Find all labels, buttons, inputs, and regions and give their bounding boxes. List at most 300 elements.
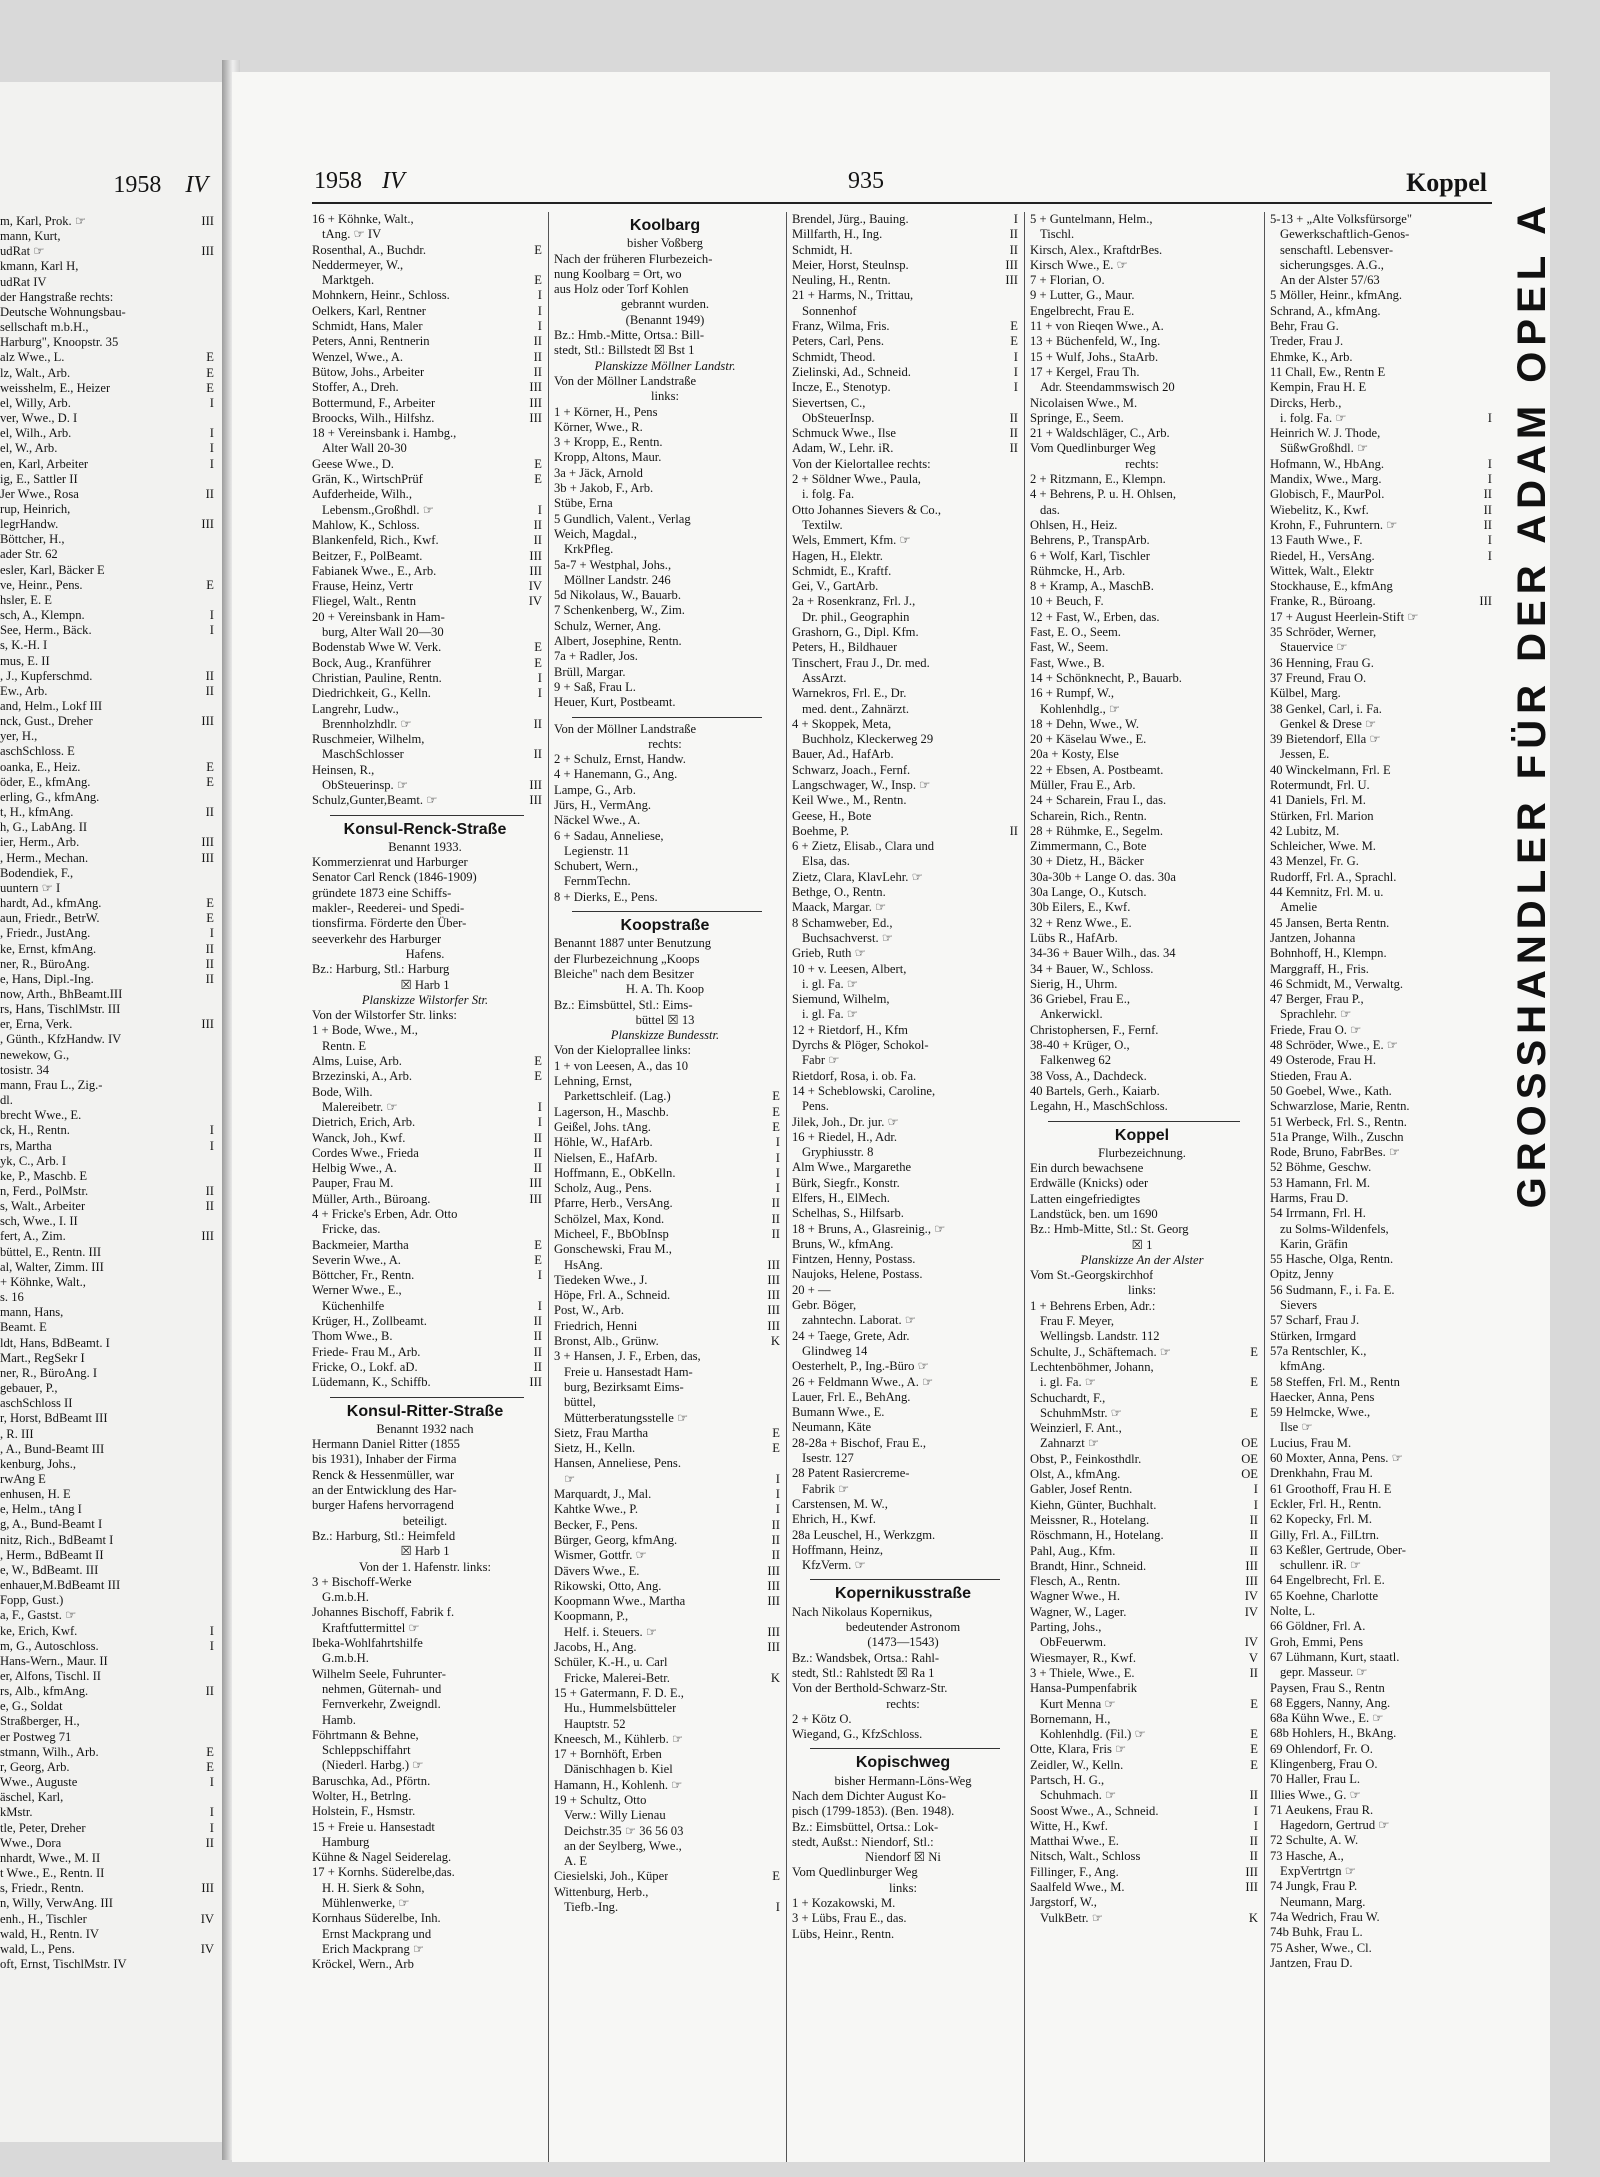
entry-line [312,227,542,242]
floor-marker [1488,1665,1492,1680]
entry-line [312,1085,542,1100]
floor-marker: E [1250,1375,1258,1390]
entry-line [312,396,542,411]
floor-marker [776,1609,780,1624]
entry-text: 24 + Taege, Grete, Adr. [792,1328,910,1343]
entry-line [1270,594,1492,609]
entry-text: Kopernikusstraße [834,1586,972,1602]
entry-line [1270,1145,1492,1160]
entry-text: Krohn, F., Fuhruntern. ☞ [1270,517,1398,532]
floor-marker [210,411,214,426]
entry-line [312,1176,542,1191]
entry-text: hardt, Ad., kfmAng. [0,896,102,911]
entry-text: Kühne & Nagel Seiderelag. [312,1850,452,1865]
entry-text: Näckel Wwe., A. [554,813,641,828]
floor-marker [210,1169,214,1184]
entry-line [1030,992,1258,1007]
floor-marker [776,1824,780,1839]
section-separator [810,1748,1000,1749]
entry-line [792,1835,1018,1850]
entry-text: Wagner Wwe., H. [1030,1589,1121,1604]
entry-line [554,512,780,527]
floor-marker [1014,747,1018,762]
entry-text: an der Entwicklung des Har- [312,1483,457,1498]
entry-line [0,942,214,957]
floor-marker [210,502,214,517]
floor-marker [210,1411,214,1426]
floor-marker: II [1483,517,1492,532]
entry-line [792,1620,1018,1635]
entry-line [554,1824,780,1839]
entry-text: Stürken, Irmgard [1270,1328,1357,1343]
entry-text: nehmen, Güternah- und [322,1681,442,1696]
entry-line [0,1866,214,1881]
floor-marker [1014,1099,1018,1114]
entry-text: Kopischweg [855,1755,951,1771]
floor-marker [1254,702,1258,717]
floor-marker [1488,1466,1492,1481]
floor-marker: III [1245,1880,1258,1895]
floor-marker [538,1927,542,1942]
entry-text: Schuchardt, F., [1030,1390,1106,1405]
entry-text: 16 + Köhnke, Walt., [312,212,414,226]
entry-line [792,809,1018,824]
street-heading [792,1586,1018,1601]
entry-line [554,236,780,251]
entry-text: VulkBetr. ☞ [1040,1910,1104,1925]
floor-marker: III [529,380,542,395]
entry-text: Ankerwickl. [1040,1007,1103,1022]
entry-text: Ernst Mackprang und [322,1926,432,1941]
entry-text: 40 Winckelmann, Frl. E [1270,762,1391,777]
entry-text: 5 + Guntelmann, Helm., [1030,212,1153,226]
entry-line [1270,1053,1492,1068]
entry-line [792,579,1018,594]
entry-text: HsAng. [564,1257,603,1272]
floor-marker [1488,1451,1492,1466]
entry-text: 65 Koehne, Charlotte [1270,1588,1379,1603]
entry-text: legrHandw. [0,517,59,532]
floor-marker [1254,1007,1258,1022]
entry-line [0,1260,214,1275]
entry-line [1030,457,1258,472]
entry-line [0,1821,214,1836]
entry-text: 9 + Lutter, G., Maur. [1030,288,1135,303]
floor-marker: II [205,1684,214,1699]
floor-marker: I [1013,380,1018,395]
entry-line [1030,1651,1258,1666]
entry-text: Rudorff, Frl. A., Sprachl. [1270,869,1397,884]
floor-marker [538,732,542,747]
entry-text: Röschmann, H., Hotelang. [1030,1528,1164,1543]
entry-line [1030,1834,1258,1849]
floor-marker [1254,732,1258,747]
entry-line [312,763,542,778]
entry-text: Ibeka-Wohlfahrtshilfe [312,1636,423,1651]
entry-line [554,998,780,1013]
entry-line [312,840,542,855]
floor-marker: E [1250,1742,1258,1757]
floor-marker: III [767,1578,780,1593]
entry-text: Lagerson, H., Maschb. [554,1104,669,1119]
entry-text: Soost Wwe., A., Schneid. [1030,1803,1159,1818]
entry-text: Stieden, Frau A. [1270,1068,1352,1083]
entry-line [1030,1712,1258,1727]
floor-marker [538,1942,542,1957]
entry-text: 16 + Rumpf, W., [1030,686,1115,701]
entry-text: links: [651,389,679,404]
entry-text: Jilek, Joh., Dr. jur. ☞ [792,1114,899,1129]
entry-line [1030,472,1258,487]
entry-line [312,1146,542,1161]
entry-text: burg, Bezirksamt Eims- [564,1379,684,1394]
entry-text: rwAng E [0,1471,46,1486]
floor-marker [1488,1879,1492,1894]
entry-line [554,890,780,905]
entry-line [0,1775,214,1790]
entry-text: Kommerzienrat und Harburger [312,855,468,870]
floor-marker [776,558,780,573]
entry-text: Pauper, Frau M. [312,1176,394,1191]
entry-text: rs, Alb., kfmAng. [0,1684,89,1699]
floor-marker [1014,396,1018,411]
entry-text: Wiegand, G., KfzSchloss. [792,1727,923,1742]
entry-line [1270,1466,1492,1481]
entry-text: Körner, Wwe., R. [554,419,643,434]
entry-line [792,962,1018,977]
entry-line [792,1252,1018,1267]
entry-line [554,1456,780,1471]
floor-marker: III [201,714,214,729]
entry-text: rechts: [886,1696,920,1711]
entry-text: See, Herm., Bäck. [0,623,92,638]
entry-text: Otto Johannes Sievers & Co., [792,502,942,517]
entry-line [0,1336,214,1351]
entry-text: 13 Fauth Wwe., F. [1270,533,1363,548]
entry-line [1030,304,1258,319]
entry-text: Koopmann Wwe., Martha [554,1594,686,1609]
floor-marker [210,790,214,805]
entry-line [792,1712,1018,1727]
entry-line [1270,288,1492,303]
entry-line [312,212,542,227]
entry-line [554,466,780,481]
floor-marker [1254,227,1258,242]
entry-line [0,1381,214,1396]
entry-line [312,594,542,609]
floor-marker [538,1023,542,1038]
entry-text: Höpe, Frl. A., Schneid. [554,1288,671,1303]
entry-line [1270,1573,1492,1588]
section-separator [572,717,762,718]
entry-line [312,564,542,579]
floor-marker: I [537,303,542,318]
entry-line [0,1548,214,1563]
entry-line [0,1154,214,1169]
floor-marker [1014,1727,1018,1742]
entry-line [1270,1420,1492,1435]
entry-text: er, Alfons, Tischl. II [0,1669,101,1683]
entry-text: 21 + Waldschläger, C., Arb. [1030,426,1170,441]
floor-marker [1488,778,1492,793]
entry-text: Cordes Wwe., Frieda [312,1145,419,1160]
entry-text: m, Karl, Prok. ☞ [0,214,87,228]
entry-line [554,1625,780,1640]
entry-text: Von der Möllner Landstraße [554,373,697,388]
floor-marker [1254,334,1258,349]
entry-line [312,1636,542,1651]
entry-line [1030,1589,1258,1604]
entry-line [1030,549,1258,564]
entry-line [312,1207,542,1222]
entry-text: nitz, Rich., BdBeamt I [0,1532,114,1547]
entry-text: Fernverkehr, Zweigndl. [322,1697,441,1712]
entry-text: Schrand, A., kfmAng. [1270,303,1381,318]
entry-line [554,1411,780,1426]
entry-line [554,481,780,496]
entry-text: Kohlenhdlg., ☞ [1040,701,1121,716]
entry-text: Franz, Wilma, Fris. [792,319,890,334]
entry-line [1270,1772,1492,1787]
entry-text: ck, H., Rentn. [0,1123,70,1138]
floor-marker [1488,1329,1492,1344]
entry-text: Böttcher, Fr., Rentn. [312,1268,415,1283]
entry-line [1030,426,1258,441]
entry-text: Ciesielski, Joh., Küper [554,1869,669,1884]
floor-marker: II [533,1359,542,1374]
entry-line [1270,334,1492,349]
entry-text: 2 + Schulz, Ernst, Handw. [554,752,686,767]
floor-marker [1488,1604,1492,1619]
floor-marker [703,236,707,251]
floor-marker [1254,1222,1258,1237]
entry-text: Bz.: Eimsbüttel, Ortsa.: Lok- [792,1819,939,1834]
floor-marker [1254,319,1258,334]
floor-marker [776,1456,780,1471]
entry-line [0,381,214,396]
entry-text: Grän, K., WirtschPrüf [312,472,423,487]
floor-marker [210,1245,214,1260]
entry-text: zahntechn. Laborat. ☞ [802,1313,917,1328]
floor-marker: II [1249,1528,1258,1543]
entry-line [312,503,542,518]
entry-line [1270,319,1492,334]
floor-marker [1254,579,1258,594]
page-title: Koppel [1406,168,1487,197]
entry-line [1030,1099,1258,1114]
entry-text: Incze, E., Stenotyp. [792,380,891,395]
floor-marker [1014,487,1018,502]
entry-line [1030,334,1258,349]
floor-marker [538,1621,542,1636]
entry-line [1270,564,1492,579]
entry-text: 36 Henning, Frau G. [1270,655,1374,670]
floor-marker: III [201,850,214,865]
entry-line [1030,411,1258,426]
entry-text: Latten eingefriedigtes [1030,1191,1141,1206]
floor-marker [1254,1053,1258,1068]
entry-text: Schwarzlose, Marie, Rentn. [1270,1099,1410,1114]
entry-line [0,1229,214,1244]
floor-marker [1488,1772,1492,1787]
floor-marker: II [1483,502,1492,517]
entry-line [1270,702,1492,717]
entry-line [1030,1513,1258,1528]
entry-line [1270,380,1492,395]
entry-text: tle, Peter, Dreher [0,1820,86,1835]
entry-text: 20a + Kosty, Else [1030,747,1119,762]
floor-marker [1014,1820,1018,1835]
entry-text: an der Seylberg, Wwe., [564,1838,682,1853]
entry-text: 72 Schulte, A. W. [1270,1833,1359,1848]
floor-marker [538,763,542,778]
entry-line [792,1436,1018,1451]
floor-marker [210,1032,214,1047]
entry-line [0,1245,214,1260]
entry-text: Hoffmann, Heinz, [792,1542,884,1557]
floor-marker [210,1790,214,1805]
entry-line [554,374,780,389]
floor-marker [1488,227,1492,242]
floor-marker [1014,1007,1018,1022]
floor-marker [1254,472,1258,487]
floor-marker [1254,411,1258,426]
floor-marker [1014,1252,1018,1267]
entry-line [312,1560,542,1575]
column-4 [1030,212,1258,2157]
entry-line [792,1789,1018,1804]
entry-line [312,978,542,993]
entry-text: Meier, Horst, Steulnsp. [792,257,909,272]
floor-marker [1488,380,1492,395]
floor-marker: II [533,1161,542,1176]
entry-text: gebauer, P., [0,1381,58,1396]
floor-marker [1014,1176,1018,1191]
entry-line [0,1517,214,1532]
floor-marker [1152,1238,1156,1253]
floor-marker [538,1896,542,1911]
entry-line [312,319,542,334]
entry-line [312,1115,542,1130]
entry-line [554,1502,780,1517]
entry-line [1270,1115,1492,1130]
entry-text: Von der 1. Hafenstr. links: [359,1559,491,1574]
floor-marker: I [537,1115,542,1130]
entry-line [0,1912,214,1927]
floor-marker [210,1002,214,1017]
entry-line [554,1105,780,1120]
entry-text: med. dent., Zahnärzt. [802,701,910,716]
entry-line [1270,778,1492,793]
floor-marker [538,1651,542,1666]
floor-marker [1254,1268,1258,1283]
entry-text: Alter Wall 20-30 [322,441,407,456]
entry-line [1270,1941,1492,1956]
entry-line [1270,1313,1492,1328]
entry-line [1030,1498,1258,1513]
spine-advert-text: GROSSHANDLER FÜR DER ADAM OPEL A [1510,200,1554,1209]
entry-line [312,1498,542,1513]
floor-marker: II [533,334,542,349]
floor-marker [1488,1895,1492,1910]
floor-marker [1488,1115,1492,1130]
entry-text: Wenzel, Wwe., A. [312,349,404,364]
spine-advertisement [1500,200,1560,2000]
entry-text: tionsfirma. Förderte den Über- [312,916,467,931]
entry-line [1270,1084,1492,1099]
entry-line [792,1681,1018,1696]
floor-marker: I [537,502,542,517]
floor-marker [210,1427,214,1442]
entry-line [312,1422,542,1437]
floor-marker [776,1762,780,1777]
entry-line [0,1017,214,1032]
entry-line [1270,747,1492,762]
entry-text: Gryphiusstr. 8 [802,1145,874,1160]
floor-marker: E [206,350,214,365]
floor-marker [1254,365,1258,380]
floor-marker [1254,1069,1258,1084]
entry-line [1270,1176,1492,1191]
entry-line [792,640,1018,655]
entry-text: 9 + Saß, Frau L. [554,679,636,694]
entry-text: Bauer, Ad., HafArb. [792,747,894,762]
entry-line [792,319,1018,334]
entry-line [554,1747,780,1762]
entry-line [0,1396,214,1411]
entry-line [554,588,780,603]
entry-line [0,1836,214,1851]
entry-line [554,1885,780,1900]
entry-line [792,334,1018,349]
entry-line [312,1590,542,1605]
floor-marker: III [767,1303,780,1318]
floor-marker [210,1472,214,1487]
entry-line [554,752,780,767]
entry-text: Fabianek Wwe., E., Arb. [312,563,437,578]
entry-text: n, Willy, VerwAng. III [0,1896,113,1911]
entry-line [1270,1864,1492,1879]
entry-text: Mahlow, K., Schloss. [312,517,420,532]
entry-text: Wiesmayer, R., Kwf. [1030,1650,1137,1665]
floor-marker [1488,992,1492,1007]
floor-marker: III [1245,1574,1258,1589]
floor-marker: II [533,1314,542,1329]
entry-line [1270,610,1492,625]
floor-marker [776,783,780,798]
entry-text: enh., H., Tischler [0,1911,87,1926]
floor-marker [1014,717,1018,732]
floor-marker [776,1839,780,1854]
floor-marker [1488,1696,1492,1711]
entry-line [554,1487,780,1502]
floor-marker [1014,518,1018,533]
floor-marker: III [767,1624,780,1639]
entry-line [792,854,1018,869]
floor-marker [210,1457,214,1472]
floor-marker [538,1283,542,1298]
entry-line [1030,900,1258,915]
floor-marker [1488,1145,1492,1160]
floor-marker [1254,594,1258,609]
entry-text: Elfers, H., ElMech. [792,1191,890,1205]
entry-line [312,1957,542,1972]
floor-marker [1254,426,1258,441]
floor-marker [1169,1128,1173,1143]
entry-text: Sonnenhof [802,303,857,318]
floor-marker [1254,380,1258,395]
entry-text: 11 + von Rieqen Wwe., A. [1030,319,1164,334]
